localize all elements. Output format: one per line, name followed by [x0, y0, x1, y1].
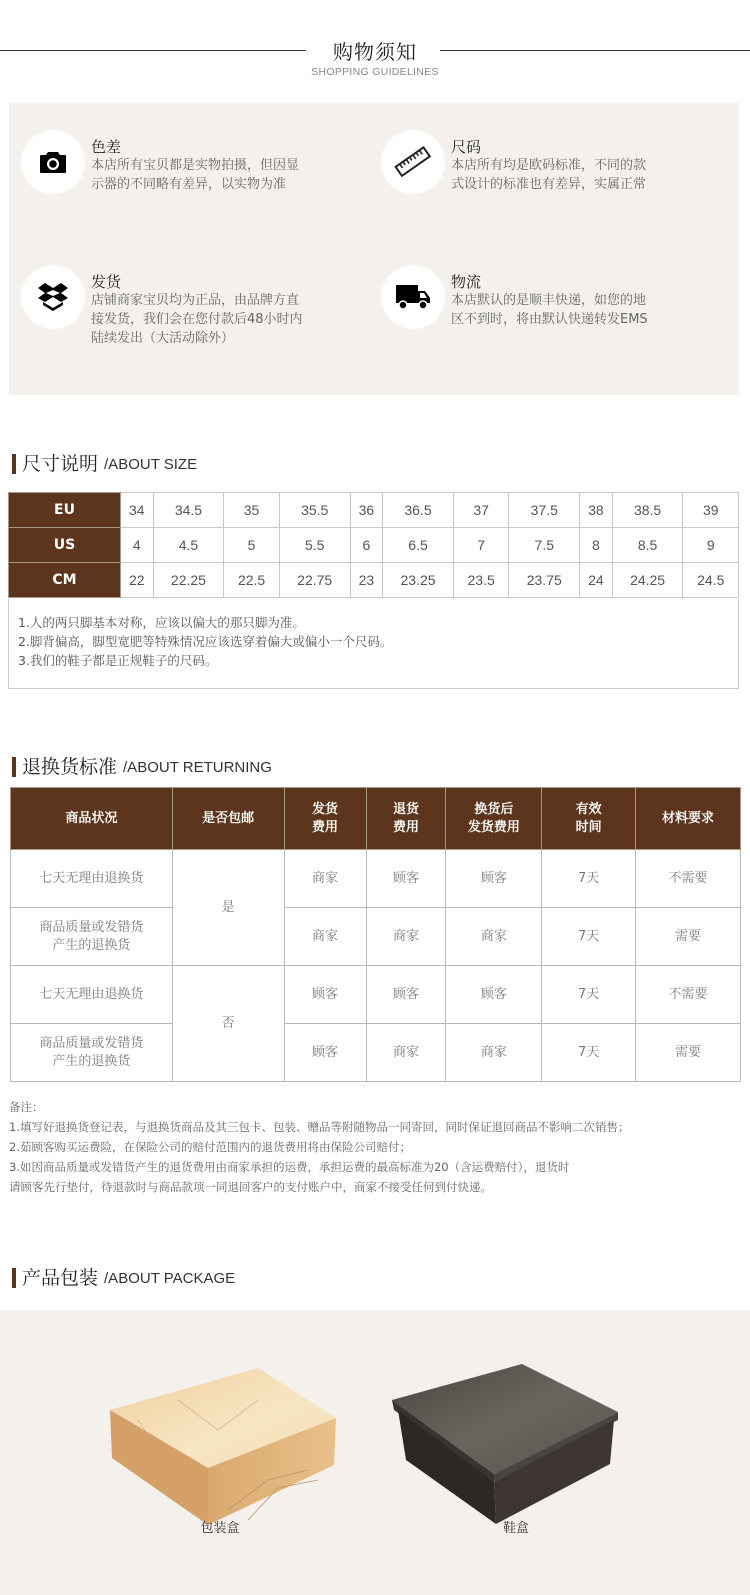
guideline-description: [91, 291, 353, 348]
section-title-cn: 产品包装: [22, 1267, 99, 1289]
guideline-line: 本店默认的是顺丰快递，如您的地: [451, 293, 647, 308]
size-cell: 37.5: [509, 493, 580, 528]
valid-time-cell: 7天: [542, 966, 636, 1024]
guideline-title: 物流: [451, 273, 482, 291]
size-cell: 6: [350, 528, 383, 563]
return-policy-table: [10, 787, 741, 1082]
table-row: [11, 1024, 741, 1082]
guideline-line: 本店所有均是欧码标准，不同的款: [451, 158, 647, 173]
section-title-en: /ABOUT RETURNING: [123, 759, 272, 776]
size-cell: 39: [683, 493, 739, 528]
guideline-line: 示器的不同略有差异，以实物为准: [91, 177, 287, 192]
size-cell: 8.5: [612, 528, 683, 563]
size-cell: 22: [121, 563, 154, 598]
ship-fee-cell: 顾客: [284, 1024, 366, 1082]
section-title-cn: 退换货标准: [22, 756, 118, 778]
size-table: [8, 492, 739, 598]
guideline-description: [451, 291, 713, 329]
guideline-title: 色差: [91, 138, 122, 156]
size-cell: 23.25: [383, 563, 454, 598]
table-row: [11, 908, 741, 966]
valid-time-cell: 7天: [542, 908, 636, 966]
col-header-condition: 商品状况: [11, 788, 173, 850]
table-row: [11, 966, 741, 1024]
size-cell: 7: [453, 528, 508, 563]
condition-cell: 七天无理由退换货: [11, 850, 173, 908]
size-row-cm: [9, 563, 739, 598]
size-cell: 24.25: [612, 563, 683, 598]
materials-cell: 不需要: [636, 966, 741, 1024]
materials-cell: 需要: [636, 1024, 741, 1082]
size-section-heading: [12, 452, 197, 476]
ruler-icon: [381, 130, 445, 194]
col-header-ship-fee: 发货 费用: [284, 788, 366, 850]
size-note: 3.我们的鞋子都是正规鞋子的尺码。: [18, 653, 218, 668]
row-label: CM: [9, 563, 121, 598]
size-cell: 35.5: [279, 493, 350, 528]
size-cell: 4: [121, 528, 154, 563]
size-cell: 22.5: [224, 563, 279, 598]
section-title-en: /ABOUT SIZE: [104, 456, 198, 473]
guideline-line: 店铺商家宝贝均为正品，由品牌方直: [91, 293, 300, 308]
guideline-line: 区不到时，将由默认快递转发EMS: [451, 312, 648, 327]
ship-fee-cell: 商家: [284, 850, 366, 908]
return-note: 2.茹顾客购买运费险，在保险公司的赔付范围内的退货费用将由保险公司赔付；: [9, 1140, 411, 1154]
guideline-description: [451, 156, 713, 194]
size-cell: 4.5: [153, 528, 224, 563]
col-header-free-shipping: 是否包邮: [172, 788, 284, 850]
truck-icon: [381, 265, 445, 329]
size-cell: 38.5: [612, 493, 683, 528]
free-shipping-cell: 否: [172, 966, 284, 1082]
size-cell: 37: [453, 493, 508, 528]
shopping-guidelines-header: [0, 30, 750, 90]
heading-accent-bar: [12, 1268, 16, 1288]
return-section-heading: [12, 755, 272, 779]
col-header-valid-time: 有效 时间: [542, 788, 636, 850]
guideline-title: 发货: [91, 273, 122, 291]
camera-icon: [21, 130, 85, 194]
guideline-line: 式设计的标准也有差异，实属正常: [451, 177, 647, 192]
size-cell: 7.5: [509, 528, 580, 563]
materials-cell: 不需要: [636, 850, 741, 908]
shoe-box-image: [390, 1362, 620, 1536]
col-header-materials: 材料要求: [636, 788, 741, 850]
package-panel: [0, 1310, 750, 1595]
heading-accent-bar: [12, 454, 16, 474]
return-fee-cell: 顾客: [366, 850, 446, 908]
package-label: 包装盒: [200, 1521, 240, 1536]
guideline-description: [91, 156, 353, 194]
size-cell: 22.75: [279, 563, 350, 598]
table-row: [11, 850, 741, 908]
condition-cell: 商品质量或发错货 产生的退换货: [11, 908, 173, 966]
section-title-cn: 尺寸说明: [22, 453, 99, 475]
row-label: EU: [9, 493, 121, 528]
size-cell: 5.5: [279, 528, 350, 563]
exchange-fee-cell: 商家: [446, 908, 542, 966]
size-cell: 24.5: [683, 563, 739, 598]
condition-cell: 七天无理由退换货: [11, 966, 173, 1024]
box-icon: [21, 265, 85, 329]
size-cell: 22.25: [153, 563, 224, 598]
free-shipping-cell: 是: [172, 850, 284, 966]
return-fee-cell: 商家: [366, 908, 446, 966]
row-label: US: [9, 528, 121, 563]
table-header-row: [11, 788, 741, 850]
size-cell: 23.5: [453, 563, 508, 598]
heading-accent-bar: [12, 757, 16, 777]
condition-cell: 商品质量或发错货 产生的退换货: [11, 1024, 173, 1082]
valid-time-cell: 7天: [542, 1024, 636, 1082]
size-cell: 9: [683, 528, 739, 563]
return-note: 请顾客先行垫付，待退款时与商品款项一同退回客户的支付账户中，商家不接受任何到付快递。: [9, 1180, 492, 1194]
size-cell: 34: [121, 493, 154, 528]
guideline-line: 本店所有宝贝都是实物拍摄，但因显: [91, 158, 300, 173]
exchange-fee-cell: 顾客: [446, 850, 542, 908]
return-note: 3.如因商品质量或发错货产生的退货费用由商家承担的运费，承担运费的最高标准为20（含运费赔付），退货时: [9, 1160, 570, 1174]
size-note: 1.人的两只脚基本对称，应该以偏大的那只脚为准。: [18, 615, 305, 630]
size-cell: 8: [580, 528, 613, 563]
package-section-heading: [12, 1266, 235, 1290]
size-note: 2.脚背偏高，脚型宽肥等特殊情况应该选穿着偏大或偏小一个尺码。: [18, 634, 393, 649]
kraft-box-image: [108, 1360, 338, 1534]
return-notes: [9, 1097, 744, 1197]
guideline-line: 接发货，我们会在您付款后48小时内: [91, 312, 303, 327]
col-header-return-fee: 退货 费用: [366, 788, 446, 850]
return-note: 1.填写好退换货登记表，与退换货商品及其三包卡、包装、赠品等附随物品一同寄回，同时保证退回商品不影响二次销售；: [9, 1120, 630, 1134]
size-row-eu: [9, 493, 739, 528]
size-cell: 35: [224, 493, 279, 528]
return-fee-cell: 商家: [366, 1024, 446, 1082]
size-cell: 23: [350, 563, 383, 598]
exchange-fee-cell: 商家: [446, 1024, 542, 1082]
exchange-fee-cell: 顾客: [446, 966, 542, 1024]
guideline-title: 尺码: [451, 138, 482, 156]
size-cell: 38: [580, 493, 613, 528]
col-header-exchange-fee: 换货后 发货费用: [446, 788, 542, 850]
ship-fee-cell: 顾客: [284, 966, 366, 1024]
package-label: 鞋盒: [502, 1521, 529, 1536]
guideline-line: 陆续发出（大活动除外）: [91, 331, 235, 346]
guidelines-panel: [9, 103, 739, 395]
size-cell: 23.75: [509, 563, 580, 598]
size-cell: 24: [580, 563, 613, 598]
page-subtitle: SHOPPING GUIDELINES: [311, 66, 439, 78]
ship-fee-cell: 商家: [284, 908, 366, 966]
size-cell: 36: [350, 493, 383, 528]
size-cell: 36.5: [383, 493, 454, 528]
size-row-us: [9, 528, 739, 563]
materials-cell: 需要: [636, 908, 741, 966]
valid-time-cell: 7天: [542, 850, 636, 908]
return-fee-cell: 顾客: [366, 966, 446, 1024]
section-title-en: /ABOUT PACKAGE: [104, 1270, 236, 1287]
size-cell: 6.5: [383, 528, 454, 563]
notes-title: 备注：: [9, 1100, 44, 1114]
page-title: 购物须知: [333, 40, 417, 64]
size-notes: [8, 599, 739, 689]
size-cell: 34.5: [153, 493, 224, 528]
size-cell: 5: [224, 528, 279, 563]
